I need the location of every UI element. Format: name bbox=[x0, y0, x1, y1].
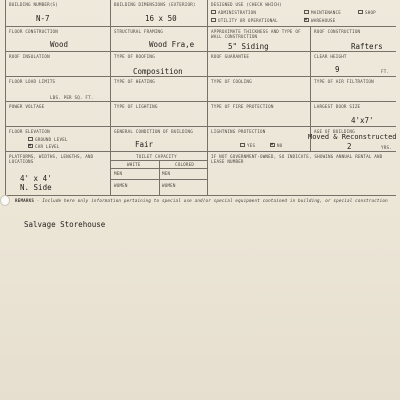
structural-framing-value: Wood Fra,e bbox=[149, 40, 195, 49]
designed-use-cell bbox=[207, 0, 396, 27]
roof-construction-label: ROOF CONSTRUCTION bbox=[314, 29, 361, 34]
toilet-white-men: MEN bbox=[114, 171, 123, 176]
clear-height-cell bbox=[310, 52, 396, 77]
floor-construction-cell bbox=[5, 27, 110, 52]
age-of-building-value: Moved & Reconstructed bbox=[308, 133, 397, 141]
toilet-capacity-label: TOILET CAPACITY bbox=[136, 154, 177, 159]
lightning-protection-cell bbox=[207, 127, 310, 152]
car-level-checkbox[interactable] bbox=[28, 144, 33, 148]
air-filtration-cell bbox=[310, 77, 396, 102]
power-voltage-cell bbox=[5, 102, 110, 127]
remarks-instruction: - Include here only information pertaining to special use and/or special equipment contained in building, or special construction bbox=[34, 198, 388, 203]
building-numbers-cell bbox=[5, 0, 110, 27]
administration-label: ADMINISTRATION bbox=[218, 10, 257, 15]
punch-hole bbox=[0, 195, 10, 206]
floor-elevation-cell bbox=[5, 127, 110, 152]
utility-checkbox[interactable] bbox=[211, 18, 216, 22]
building-dimensions-label: BUILDING DIMENSIONS (EXTERIOR) bbox=[114, 2, 196, 7]
rental-lease-cell bbox=[207, 152, 396, 196]
lightning-protection-label: LIGHTNING PROTECTION bbox=[211, 129, 266, 134]
roof-guarantee-label: ROOF GUARANTEE bbox=[211, 54, 250, 59]
warehouse-label: WAREHOUSE bbox=[311, 18, 336, 23]
fire-protection-cell bbox=[207, 102, 310, 127]
age-of-building-cell bbox=[310, 127, 396, 152]
floor-load-limits-unit: LBS. PER SQ. FT. bbox=[50, 95, 94, 100]
lightning-yes-checkbox[interactable] bbox=[240, 143, 245, 147]
air-filtration-label: TYPE OF AIR FILTRATION bbox=[314, 79, 374, 84]
toilet-capacity-cell bbox=[110, 152, 207, 196]
lightning-no-checkbox[interactable] bbox=[270, 143, 275, 147]
clear-height-unit: FT. bbox=[381, 69, 390, 74]
general-condition-value: Fair bbox=[135, 140, 154, 149]
remarks-label: REMARKS bbox=[15, 198, 35, 203]
wall-construction-label: APPROXIMATE THICKNESS AND TYPE OF WALL CONSTRUCTION bbox=[211, 29, 301, 39]
age-of-building-unit: YRS. bbox=[381, 145, 392, 150]
type-of-lighting-cell bbox=[110, 102, 207, 127]
toilet-colored-header: COLORED bbox=[175, 162, 195, 167]
toilet-white-header: WHITE bbox=[127, 162, 141, 167]
ground-level-checkbox[interactable] bbox=[28, 137, 33, 141]
floor-construction-label: FLOOR CONSTRUCTION bbox=[9, 29, 58, 34]
building-form-grid bbox=[5, 0, 396, 196]
roof-insulation-label: ROOF INSULATION bbox=[9, 54, 50, 59]
utility-label: UTILITY OR OPERATIONAL bbox=[218, 18, 278, 23]
platforms-value: 4' x 4' bbox=[20, 174, 52, 183]
wall-construction-cell bbox=[207, 27, 310, 52]
type-of-roofing-value: Composition bbox=[133, 67, 183, 76]
remarks-block bbox=[15, 198, 388, 203]
rental-note-label: IF NOT GOVERNMENT-OWNED, SO INDICATE, SHOWING ANNUAL RENTAL AND LEASE NUMBER bbox=[211, 154, 383, 164]
administration-checkbox[interactable] bbox=[211, 10, 216, 14]
toilet-colored-women: WOMEN bbox=[162, 183, 176, 188]
remarks-value: Salvage Storehouse bbox=[24, 220, 106, 229]
floor-load-limits-cell bbox=[5, 77, 110, 102]
fire-protection-label: TYPE OF FIRE PROTECTION bbox=[211, 104, 274, 109]
lightning-yes-label: YES bbox=[247, 143, 256, 148]
type-of-cooling-cell bbox=[207, 77, 310, 102]
warehouse-checkbox[interactable] bbox=[304, 18, 309, 22]
toilet-colored-men: MEN bbox=[162, 171, 171, 176]
structural-framing-label: STRUCTURAL FRAMING bbox=[114, 29, 163, 34]
shop-label: SHOP bbox=[365, 10, 376, 15]
type-of-roofing-label: TYPE OF ROOFING bbox=[114, 54, 155, 59]
building-numbers-value: N-7 bbox=[36, 14, 50, 23]
roof-guarantee-cell bbox=[207, 52, 310, 77]
building-dimensions-cell bbox=[110, 0, 207, 27]
designed-use-label: DESIGNED USE (CHECK WHICH) bbox=[211, 2, 282, 7]
type-of-heating-label: TYPE OF HEATING bbox=[114, 79, 155, 84]
clear-height-label: CLEAR HEIGHT bbox=[314, 54, 347, 59]
type-of-cooling-label: TYPE OF COOLING bbox=[211, 79, 252, 84]
car-level-label: CAR LEVEL bbox=[35, 144, 60, 149]
platforms-label: PLATFORMS, WIDTHS, LENGTHS, AND LOCATIONS bbox=[9, 154, 94, 164]
general-condition-cell bbox=[110, 127, 207, 152]
lightning-no-label: NO bbox=[277, 143, 283, 148]
wall-construction-value: 5" Siding bbox=[228, 42, 269, 51]
building-numbers-label: BUILDING NUMBER(S) bbox=[9, 2, 58, 7]
type-of-roofing-cell bbox=[110, 52, 207, 77]
ground-level-label: GROUND LEVEL bbox=[35, 137, 68, 142]
toilet-row-divider bbox=[111, 179, 208, 180]
platforms-location: N. Side bbox=[20, 183, 52, 192]
floor-elevation-label: FLOOR ELEVATION bbox=[9, 129, 50, 134]
shop-checkbox[interactable] bbox=[358, 10, 363, 14]
power-voltage-label: POWER VOLTAGE bbox=[9, 104, 45, 109]
structural-framing-cell bbox=[110, 27, 207, 52]
largest-door-cell bbox=[310, 102, 396, 127]
maintenance-checkbox[interactable] bbox=[304, 10, 309, 14]
age-of-building-years: 2 bbox=[347, 142, 352, 151]
type-of-heating-cell bbox=[110, 77, 207, 102]
type-of-lighting-label: TYPE OF LIGHTING bbox=[114, 104, 158, 109]
toilet-white-women: WOMEN bbox=[114, 183, 128, 188]
roof-construction-cell bbox=[310, 27, 396, 52]
toilet-column-divider bbox=[159, 160, 160, 196]
maintenance-label: MAINTENANCE bbox=[311, 10, 341, 15]
roof-construction-value: Rafters bbox=[351, 42, 383, 51]
largest-door-value: 4'x7' bbox=[351, 116, 374, 125]
age-of-building-label: AGE OF BUILDING bbox=[314, 129, 355, 134]
floor-load-limits-label: FLOOR LOAD LIMITS bbox=[9, 79, 56, 84]
floor-construction-value: Wood bbox=[50, 40, 69, 49]
roof-insulation-cell bbox=[5, 52, 110, 77]
platforms-cell bbox=[5, 152, 110, 196]
general-condition-label: GENERAL CONDITION OF BUILDING bbox=[114, 129, 193, 134]
largest-door-label: LARGEST DOOR SIZE bbox=[314, 104, 361, 109]
building-dimensions-value: 16 x 50 bbox=[145, 14, 177, 23]
clear-height-value: 9 bbox=[335, 65, 340, 74]
